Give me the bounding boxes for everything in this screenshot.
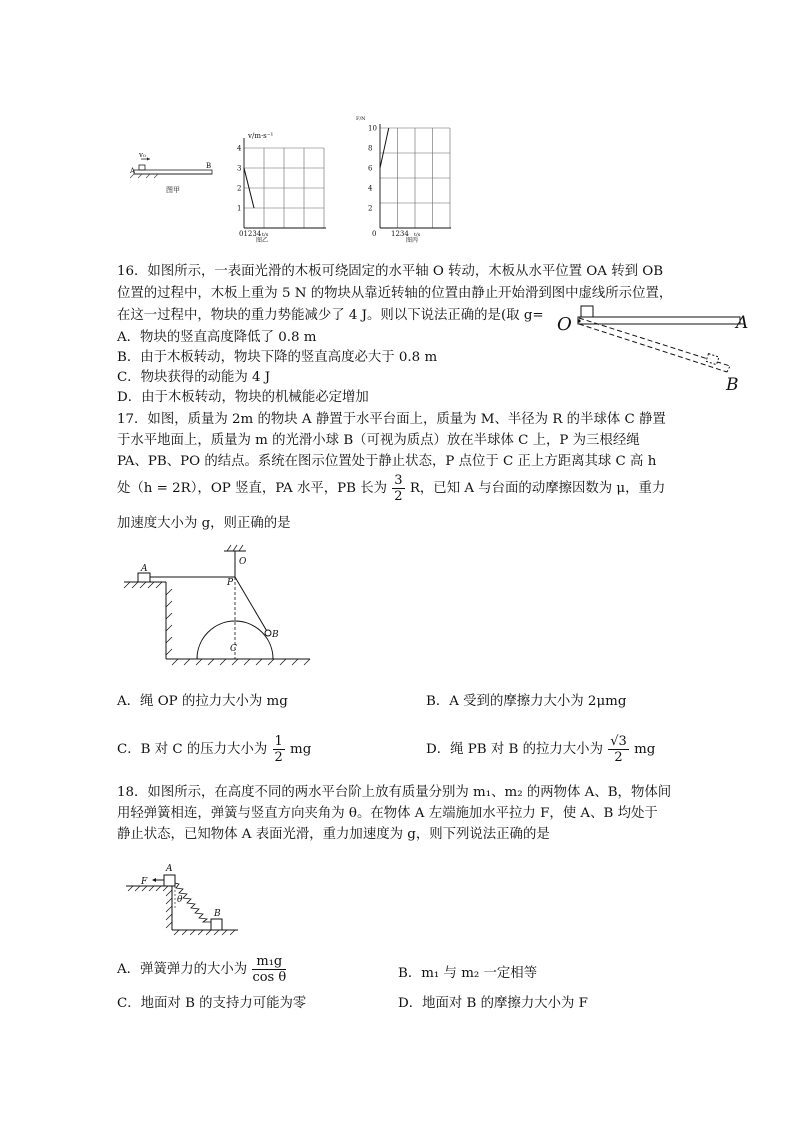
q16-line-1: 16．如图所示，一表面光滑的木板可绕固定的水平轴 O 转动，木板从水平位置 OA 转到 OB: [117, 264, 664, 279]
q17-option-c-fraction: [273, 734, 285, 765]
figure-jia: [128, 148, 223, 200]
q16-option-c: C．物块获得的动能为 4 J: [117, 370, 271, 385]
q17-label-p: P: [227, 578, 234, 588]
yi-xticks: 01234: [239, 230, 262, 238]
q18-line-1: 18．如图所示，在高度不同的两水平台阶上放有质量分别为 m₁、m₂ 的两物体 A、B，物体间: [117, 785, 672, 800]
q16-option-d: D．由于木板转动，物块的机械能必定增加: [117, 390, 369, 405]
bing-ylabel: F/N: [356, 116, 366, 122]
q17-option-d-fraction: [608, 734, 629, 765]
bing-xticks: 1234: [391, 230, 409, 238]
q17-option-d-den: 2: [614, 750, 623, 765]
q17-option-c-num: 1: [274, 734, 283, 749]
bing-series-line: [380, 128, 389, 168]
bing-caption: 图丙: [406, 237, 419, 244]
q16-figure: [555, 300, 755, 395]
q18-option-a: [117, 953, 287, 987]
q16-label-a: A: [736, 313, 749, 333]
q17-pb-num: 3: [394, 473, 403, 488]
q17-option-d-pre: D．绳 PB 对 B 的拉力大小为: [426, 742, 603, 757]
q17-line-3: PA、PB、PO 的结点。系统在图示位置处于静止状态，P 点位于 C 正上方距离其球 C 高 h: [117, 454, 657, 469]
q17-figure: [118, 545, 318, 667]
q18-label-theta: θ: [177, 895, 183, 905]
q18-option-c: C．地面对 B 的支持力可能为零: [117, 996, 307, 1011]
y-tick-label: 1: [237, 204, 242, 213]
y-tick-label: 3: [237, 164, 242, 173]
q16-option-b: B．由于木板转动，物块下降的竖直高度必大于 0.8 m: [117, 350, 438, 365]
q18-label-b: B: [214, 909, 221, 919]
q18-label-a: A: [166, 864, 173, 874]
y-tick-label: 4: [237, 144, 242, 153]
y-tick-label: 4: [368, 184, 373, 193]
q18-option-b: B．m₁ 与 m₂ 一定相等: [398, 966, 538, 981]
q18-option-a-den: cos θ: [252, 970, 287, 985]
q16-label-b: B: [726, 375, 739, 395]
q17-option-d: [426, 733, 655, 767]
q18-option-a-fraction: [252, 954, 286, 985]
q17-line-2: 于水平地面上，质量为 m 的光滑小球 B（可视为质点）放在半球体 C 上，P 为三根经绳: [117, 433, 640, 448]
q18-option-a-pre: A．弹簧弹力的大小为: [117, 962, 248, 977]
yi-xlabel: t/s: [262, 232, 269, 238]
q17-line-4: [117, 472, 665, 506]
q17-pb-fraction: [392, 473, 404, 504]
y-tick-label: 2: [368, 204, 373, 213]
q18-label-f: F: [141, 877, 148, 887]
q17-label-c: C: [230, 644, 237, 654]
y-tick-label: 8: [368, 144, 373, 153]
q17-option-c: [117, 733, 311, 767]
q17-option-d-num: √3: [610, 734, 627, 749]
fig-jia-b: B: [206, 162, 212, 170]
yi-caption: 图乙: [256, 237, 269, 244]
fig-jia-caption: 图甲: [166, 186, 180, 194]
figure-yi: [234, 130, 334, 242]
q18-line-3: 静止状态，已知物体 A 表面光滑，重力加速度为 g，则下列说法正确的是: [117, 827, 550, 842]
q17-label-b: B: [272, 630, 279, 640]
q17-option-a: A．绳 OP 的拉力大小为 mg: [117, 694, 288, 709]
fig-jia-v0: v₀: [139, 151, 146, 159]
q17-label-a: A: [141, 564, 148, 574]
figure-bing: [356, 112, 456, 242]
y-tick-label: 10: [368, 124, 377, 133]
fig-jia-a: A: [130, 167, 136, 175]
q17-option-c-pre: C．B 对 C 的压力大小为: [117, 742, 268, 757]
q17-label-o: O: [239, 557, 247, 567]
q18-option-d: D．地面对 B 的摩擦力大小为 F: [398, 996, 588, 1011]
bing-origin: 0: [372, 230, 377, 238]
q18-figure: [126, 858, 246, 938]
q17-line-5: 加速度大小为 g，则正确的是: [117, 516, 291, 531]
y-tick-label: 2: [237, 184, 242, 193]
q17-option-c-post: mg: [290, 742, 312, 757]
bing-xlabel: t/s: [414, 232, 421, 238]
q16-line-3: 在这一过程中，物块的重力势能减少了 4 J。则以下说法正确的是(取 g=: [117, 308, 544, 323]
q16-label-o: O: [557, 314, 572, 335]
q17-line-4-a: 处（h = 2R），OP 竖直，PA 水平，PB 长为: [117, 481, 388, 496]
yi-ylabel: v/m·s⁻¹: [248, 132, 274, 140]
y-tick-label: 6: [368, 164, 373, 173]
q17-option-d-post: mg: [634, 742, 656, 757]
q17-line-1: 17．如图，质量为 2m 的物块 A 静置于水平台面上，质量为 M、半径为 R 的半球体 C 静置: [117, 412, 666, 427]
q17-option-c-den: 2: [274, 750, 283, 765]
q16-option-a: A．物块的竖直高度降低了 0.8 m: [117, 330, 317, 345]
q16-line-2: 位置的过程中，木板上重为 5 N 的物块从靠近转轴的位置由静止开始滑到图中虚线所示位置，: [117, 286, 673, 301]
q18-line-2: 用轻弹簧相连，弹簧与竖直方向夹角为 θ。在物体 A 左端施加水平拉力 F，使 A、B 均处于: [117, 806, 658, 821]
q17-pb-den: 2: [394, 489, 403, 504]
q17-option-b: B．A 受到的摩擦力大小为 2μmg: [426, 694, 627, 709]
q18-option-a-num: m₁g: [252, 954, 286, 970]
q17-line-4-b: R，已知 A 与台面的动摩擦因数为 μ，重力: [409, 481, 666, 496]
